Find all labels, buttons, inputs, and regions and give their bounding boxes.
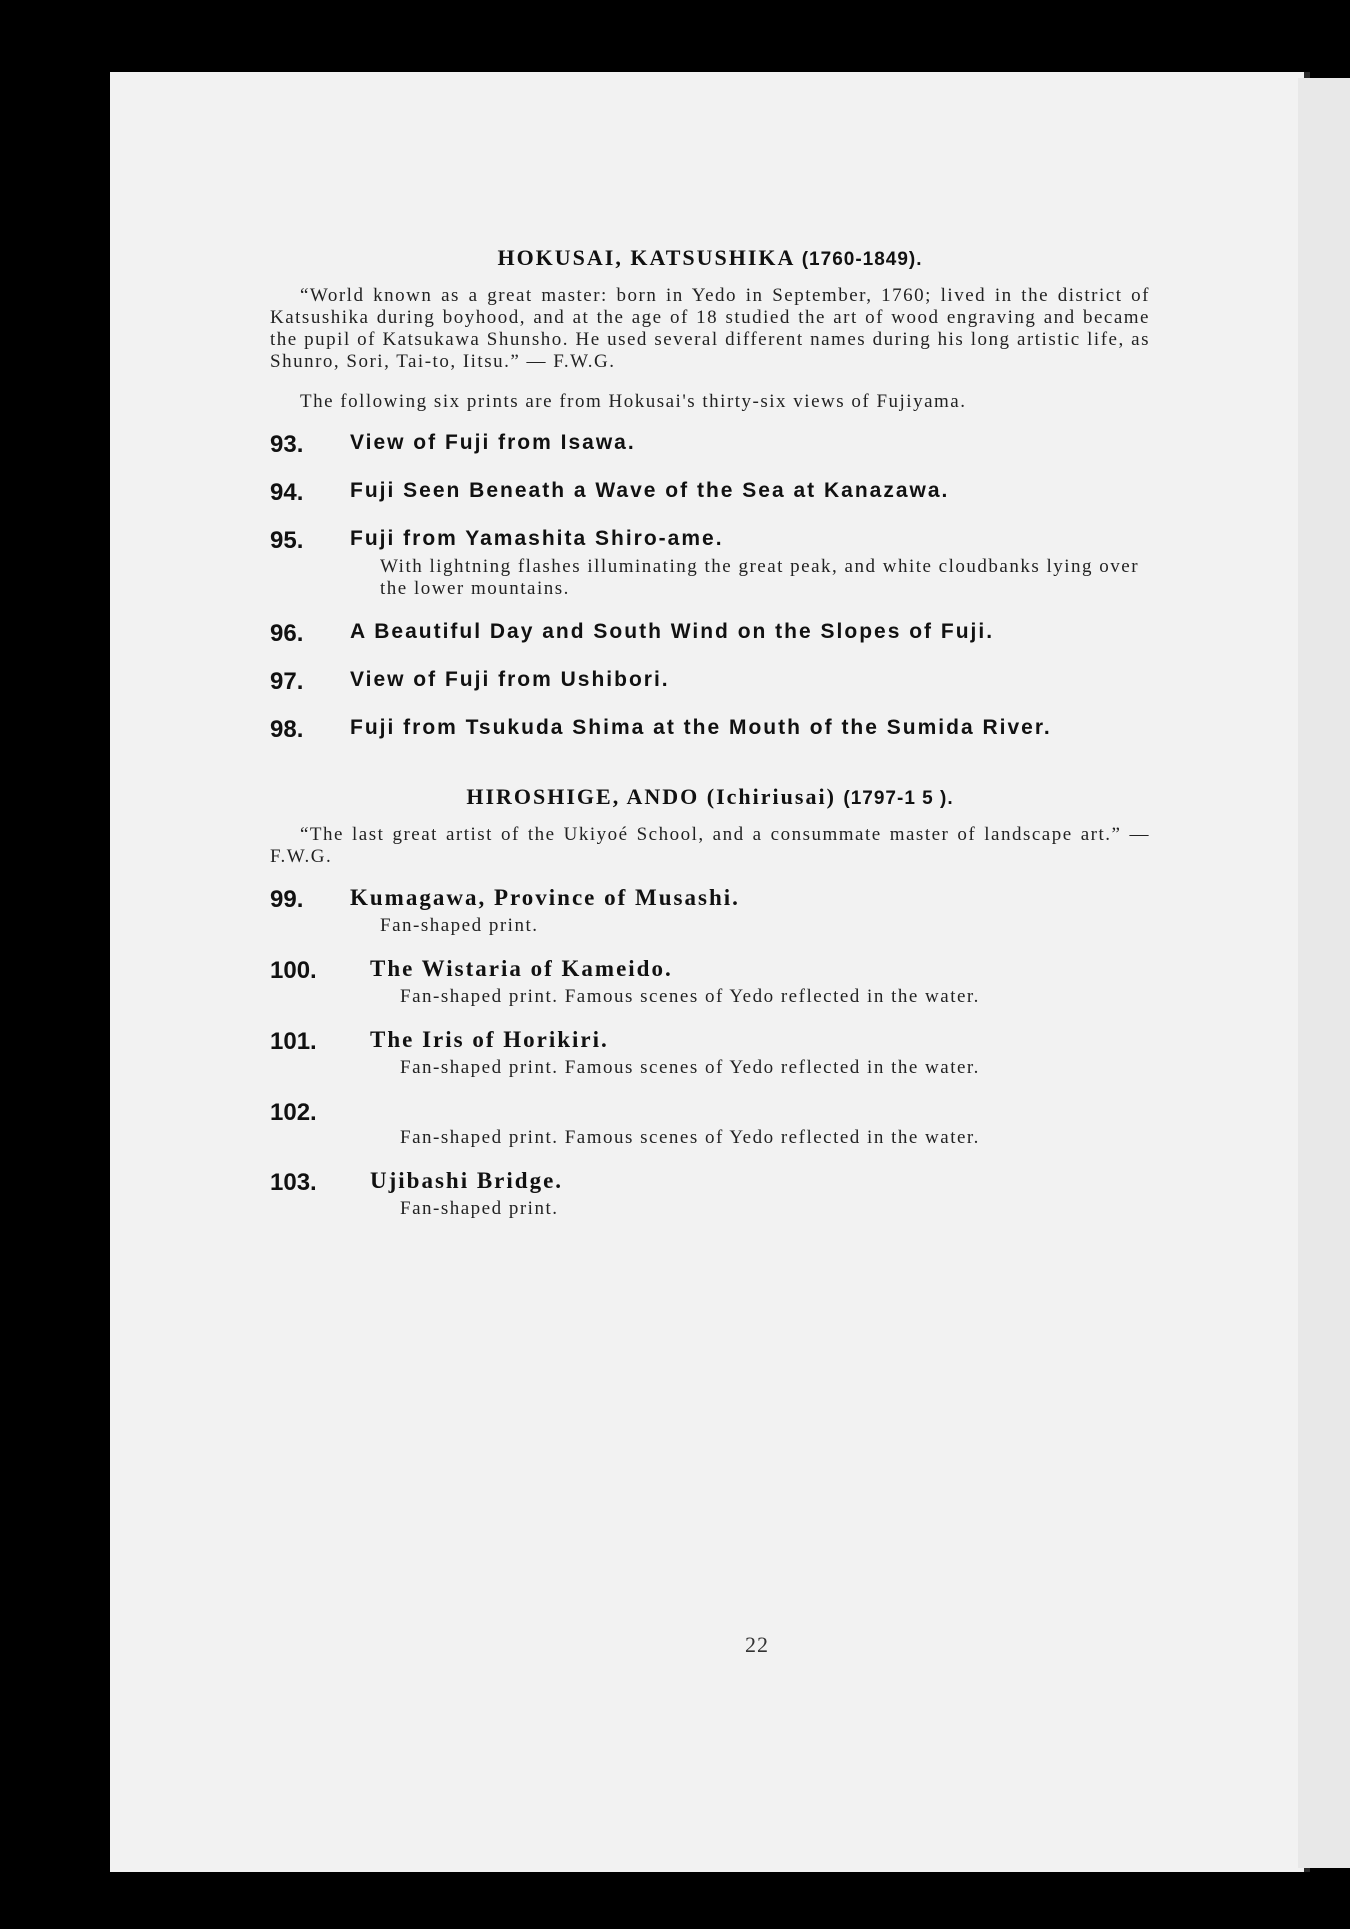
entry-title: The Wistaria of Kameido. (370, 956, 673, 981)
entry-title: View of Fuji from Ushibori. (350, 668, 670, 691)
entry-title: The Iris of Horikiri. (370, 1027, 609, 1052)
artist-name: HIROSHIGE, ANDO (466, 784, 700, 809)
entry-number: 95. (270, 527, 304, 554)
entry-number: 94. (270, 479, 304, 506)
entry-description: Fan-shaped print. Famous scenes of Yedo reflected in the water. (400, 986, 980, 1007)
entry-description: Fan-shaped print. Famous scenes of Yedo reflected in the water. (400, 1057, 980, 1078)
entry-number: 101. (270, 1028, 317, 1055)
entry-number: 103. (270, 1169, 317, 1196)
entry-number: 93. (270, 431, 304, 458)
entry-number: 96. (270, 620, 304, 647)
entry-title: Fuji from Tsukuda Shima at the Mouth of the Sumida River. (350, 716, 1052, 739)
entry-number: 99. (270, 886, 304, 913)
entry-number: 102. (270, 1099, 317, 1126)
artist-name: HOKUSAI, KATSUSHIKA (497, 245, 795, 270)
catalog-entry (270, 668, 1150, 696)
catalog-entry (270, 1028, 1150, 1079)
hokusai-intro: The following six prints are from Hokusai's thirty-six views of Fujiyama. (300, 391, 967, 412)
hiroshige-heading (270, 784, 1150, 810)
entry-title: View of Fuji from Isawa. (350, 431, 636, 454)
entry-number: 98. (270, 716, 304, 743)
hiroshige-bio: “The last great artist of the Ukiyoé School, and a consummate master of landscape art.” — F.W.G. (270, 824, 1150, 867)
page-number: 22 (745, 1632, 769, 1657)
blank-title-gap (370, 1099, 1150, 1121)
catalog-entry (270, 1099, 1150, 1149)
entry-description: With lightning flashes illuminating the great peak, and white cloudbanks lying over the lower mountains. (380, 556, 1140, 599)
catalog-entry (270, 527, 1150, 600)
hokusai-heading (270, 245, 1150, 271)
entry-number: 97. (270, 668, 304, 695)
entry-description: Fan-shaped print. Famous scenes of Yedo reflected in the water. (400, 1127, 980, 1148)
next-page-edge (1298, 78, 1350, 1868)
entry-title: Kumagawa, Province of Musashi. (350, 885, 740, 910)
page-content (270, 245, 1150, 1240)
artist-dates: (1760-1849). (801, 249, 923, 270)
artist-dates: (1797-1 5 ). (843, 788, 954, 809)
catalog-entry (270, 886, 1150, 937)
entry-number: 100. (270, 957, 317, 984)
hokusai-bio: “World known as a great master: born in Yedo in September, 1760; lived in the district of Katsushika during boyhood, and at the age of 18 studied the art of wood engraving and became the pupil of Katsukawa Shunsho. He used several different names during his long artistic life, as Shunro, Sori, Tai-to, Iitsu.” — F.W.G. (270, 285, 1150, 372)
entry-description: Fan-shaped print. (400, 1198, 559, 1219)
entry-title: A Beautiful Day and South Wind on the Slopes of Fuji. (350, 620, 995, 643)
entry-title: Fuji Seen Beneath a Wave of the Sea at Kanazawa. (350, 479, 950, 502)
entry-title: Ujibashi Bridge. (370, 1168, 564, 1193)
catalog-entry (270, 1169, 1150, 1220)
entry-description: Fan-shaped print. (380, 915, 539, 936)
entry-title: Fuji from Yamashita Shiro-ame. (350, 527, 724, 550)
catalog-entry (270, 431, 1150, 459)
catalog-entry (270, 620, 1150, 648)
catalog-entry (270, 716, 1150, 744)
catalog-entry (270, 957, 1150, 1008)
catalog-entry (270, 479, 1150, 507)
artist-alias: (Ichiriusai) (706, 784, 836, 809)
